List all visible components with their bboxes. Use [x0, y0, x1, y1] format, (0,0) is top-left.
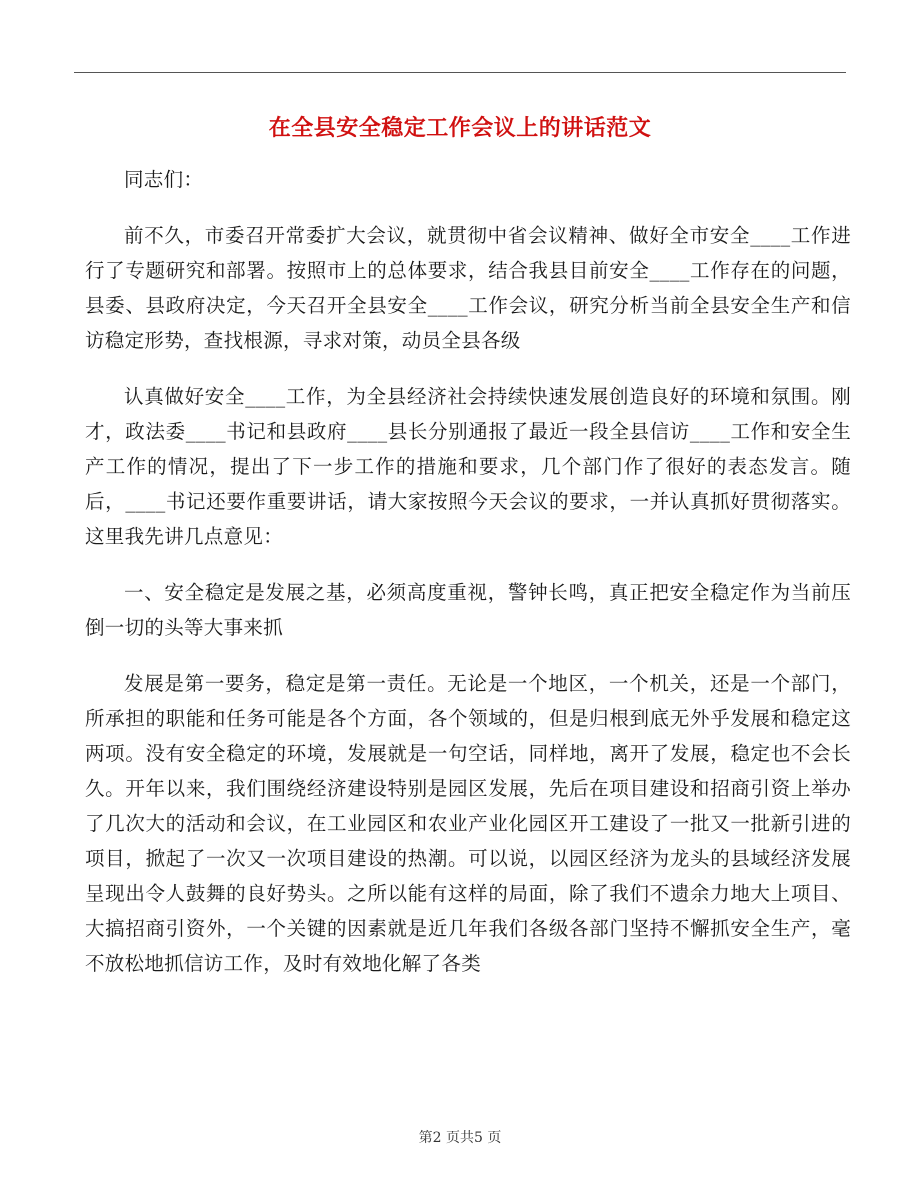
section-heading-1: 一、安全稳定是发展之基，必须高度重视，警钟长鸣，真正把安全稳定作为当前压倒一切的头等大事来抓: [85, 581, 851, 639]
paragraph-3: 发展是第一要务，稳定是第一责任。无论是一个地区，一个机关，还是一个部门，所承担的职能和任务可能是各个方面，各个领域的，但是归根到底无外乎发展和稳定这两项。没有安全稳定的环境，发展就是一句空话，同样地，离开了发展，稳定也不会长久。开年以来，我们围绕经济建设特别是园区发展，先后在项目建设和招商引资上举办了几次大的活动和会议，在工业园区和农业产业化园区开工建设了一批又一批新引进的项目，掀起了一次又一次项目建设的热潮。可以说，以园区经济为龙头的县域经济发展呈现出令人鼓舞的良好势头。之所以能有这样的局面，除了我们不遗余力地大上项目、大搞招商引资外，一个关键的因素就是近几年我们各级各部门坚持不懈抓安全生产，毫不放松地抓信访工作，及时有效地化解了各类: [85, 672, 851, 975]
paragraph-2: 认真做好安全____工作，为全县经济社会持续快速发展创造良好的环境和氛围。刚才，政法委____书记和县政府____县长分别通报了最近一段全县信访____工作和安全生产工作的情况，提出了下一步工作的措施和要求，几个部门作了很好的表态发言。随后，____书记还要作重要讲话，请大家按照今天会议的要求，一并认真抓好贯彻落实。这里我先讲几点意见：: [85, 385, 852, 548]
salutation: 同志们：: [124, 168, 204, 191]
document-title: 在全县安全稳定工作会议上的讲话范文: [268, 115, 652, 141]
header-rule: [74, 72, 846, 73]
page-number: 第2 页共5 页: [418, 1130, 502, 1146]
paragraph-1: 前不久，市委召开常委扩大会议，就贯彻中省会议精神、做好全市安全____工作进行了专题研究和部署。按照市上的总体要求，结合我县目前安全____工作存在的问题，县委、县政府决定，今天召开全县安全____工作会议，研究分析当前全县安全生产和信访稳定形势，查找根源，寻求对策，动员全县各级: [85, 224, 851, 352]
document-body: [85, 162, 851, 1002]
